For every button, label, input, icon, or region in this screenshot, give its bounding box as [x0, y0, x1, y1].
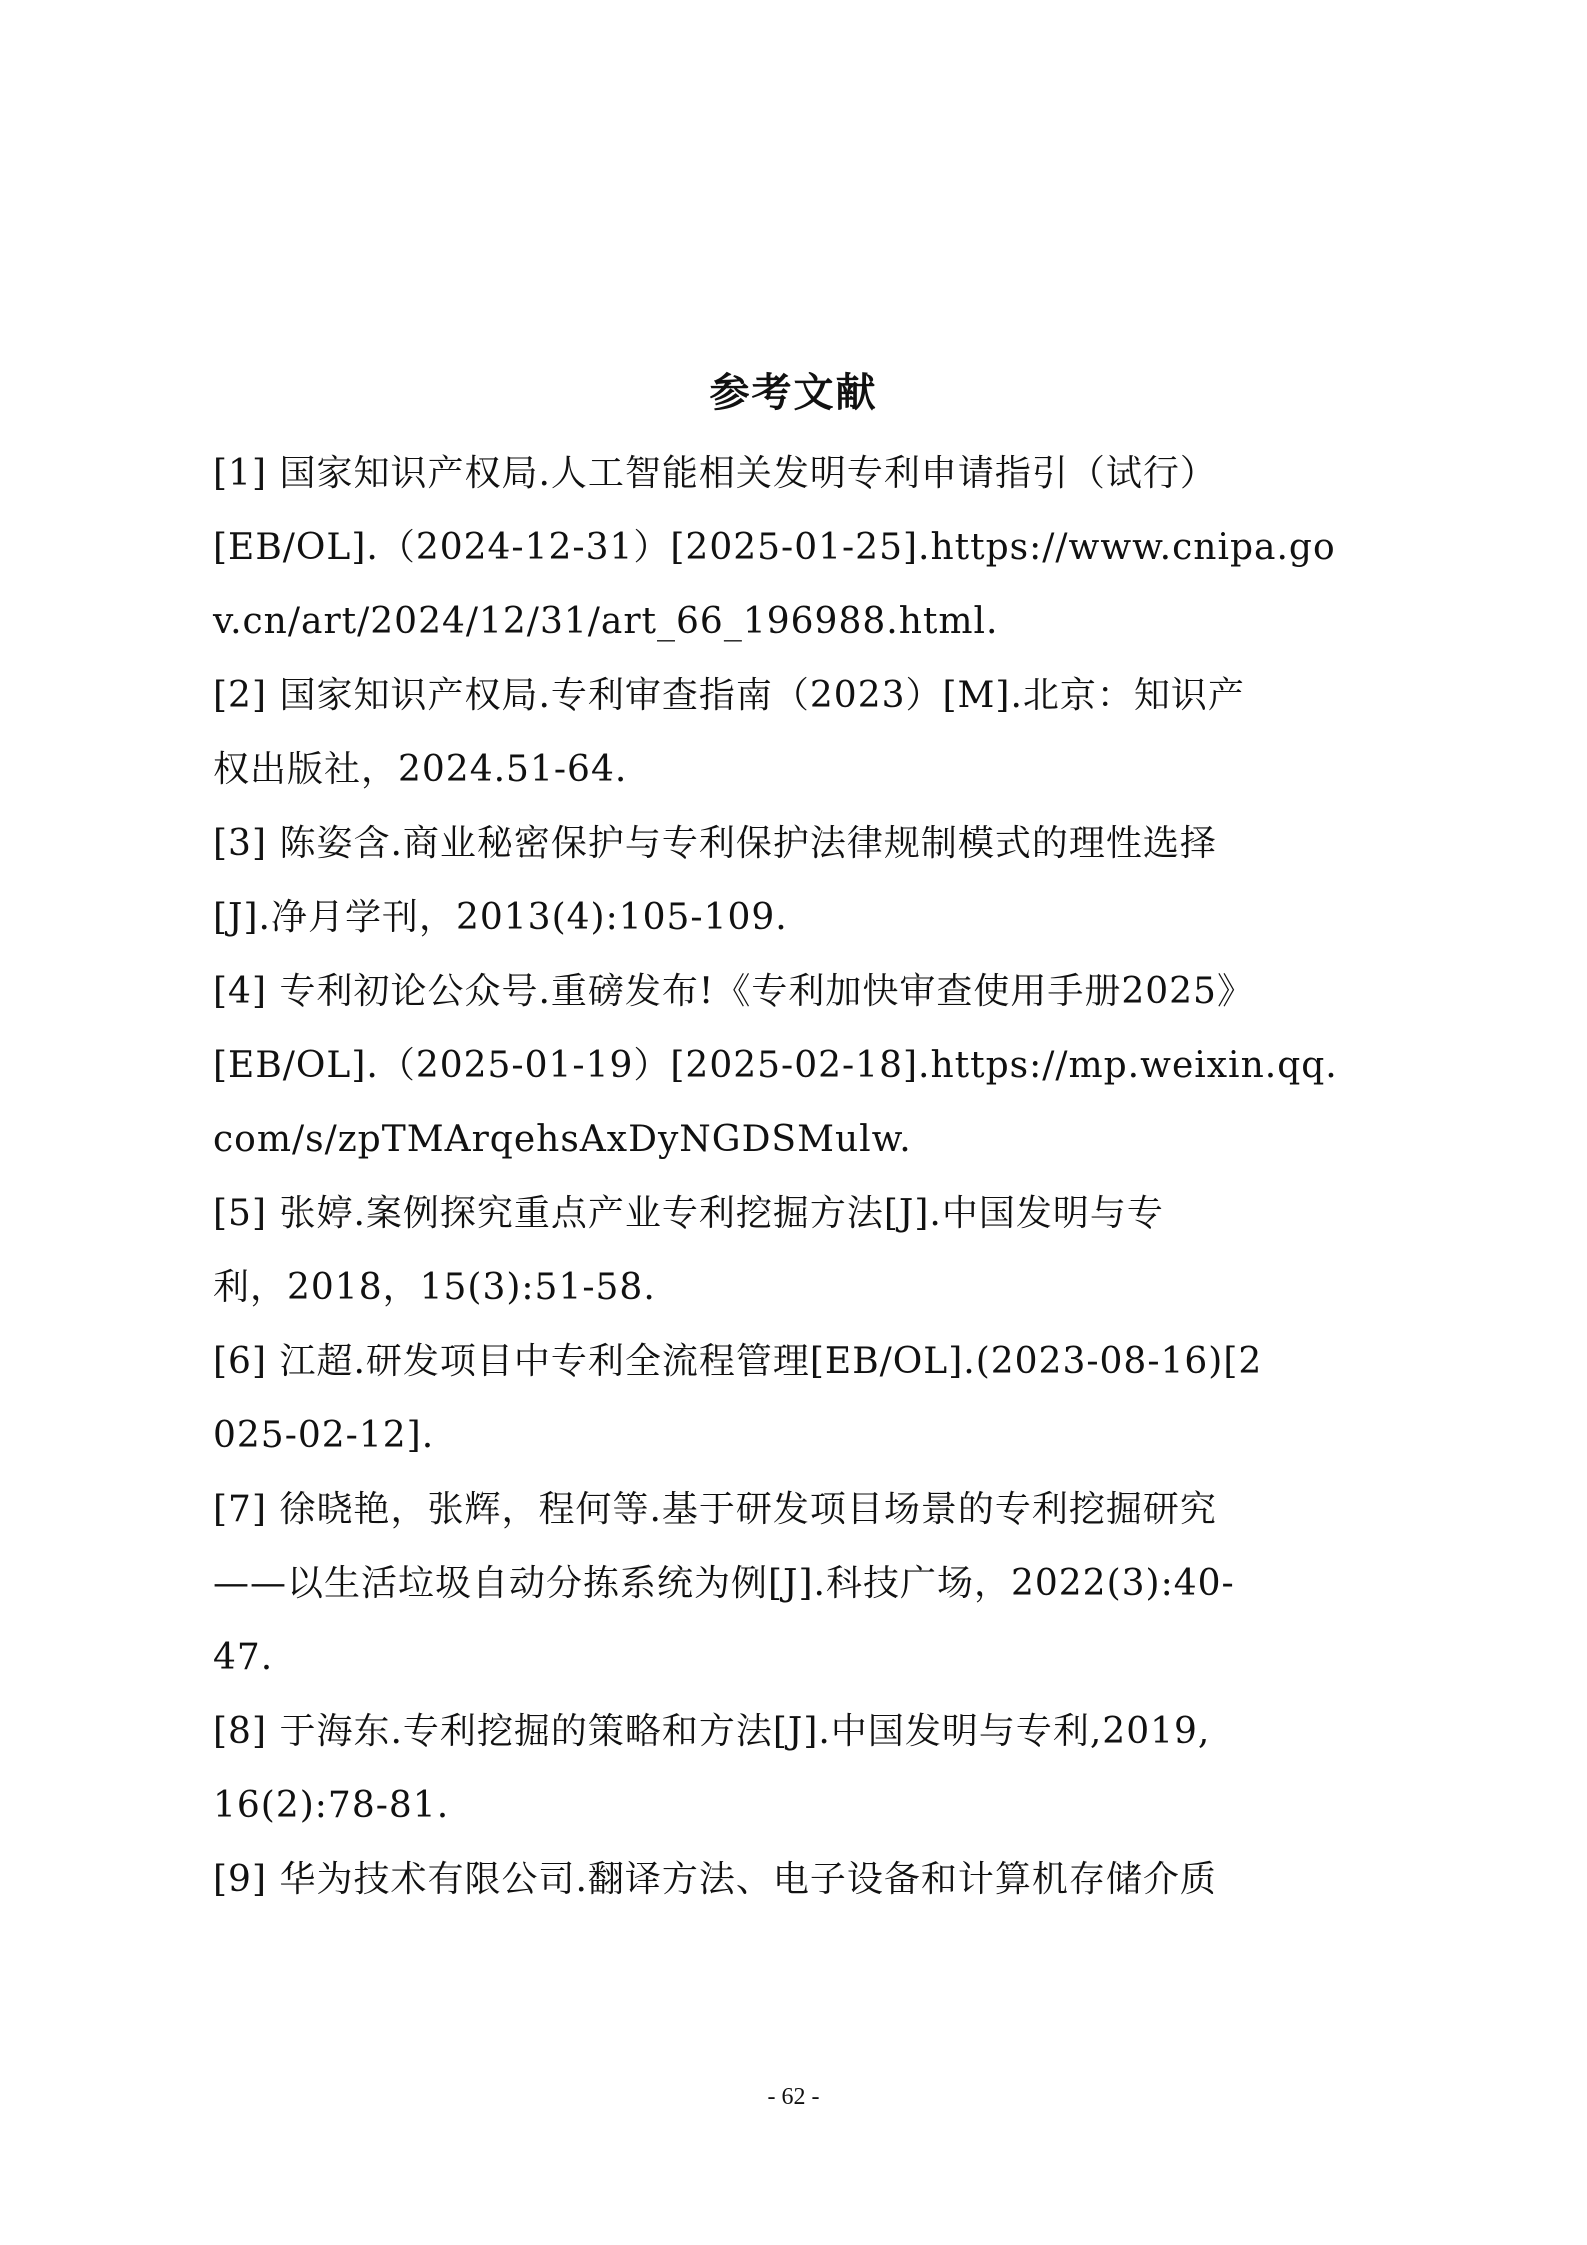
reference-line: [2] 国家知识产权局.专利审查指南（2023）[M].北京：知识产: [213, 675, 1245, 716]
reference-line: 利，2018，15(3):51-58.: [213, 1267, 656, 1308]
reference-item-7: [213, 1473, 1393, 1695]
reference-item-9: [213, 1843, 1393, 1917]
reference-item-3: [213, 807, 1393, 955]
reference-line: [EB/OL].（2025-01-19）[2025-02-18].https://mp.weixin.qq.: [213, 1045, 1338, 1086]
reference-line: com/s/zpTMArqehsAxDyNGDSMulw.: [213, 1119, 912, 1160]
reference-line: [1] 国家知识产权局.人工智能相关发明专利申请指引（试行）: [213, 453, 1217, 494]
reference-line: [8] 于海东.专利挖掘的策略和方法[J].中国发明与专利,2019,: [213, 1711, 1211, 1752]
reference-line: [6] 江超.研发项目中专利全流程管理[EB/OL].(2023-08-16)[2: [213, 1341, 1263, 1382]
reference-line: [5] 张婷.案例探究重点产业专利挖掘方法[J].中国发明与专: [213, 1193, 1164, 1234]
reference-line: [J].净月学刊，2013(4):105-109.: [213, 897, 788, 938]
reference-item-8: [213, 1695, 1393, 1843]
reference-line: [3] 陈姿含.商业秘密保护与专利保护法律规制模式的理性选择: [213, 823, 1217, 864]
reference-line: [7] 徐晓艳，张辉，程何等.基于研发项目场景的专利挖掘研究: [213, 1489, 1217, 1530]
reference-line: ——以生活垃圾自动分拣系统为例[J].科技广场，2022(3):40-: [213, 1563, 1235, 1604]
reference-item-2: [213, 659, 1393, 807]
reference-item-6: [213, 1325, 1393, 1473]
reference-line: 权出版社，2024.51-64.: [213, 749, 628, 790]
reference-line: 16(2):78-81.: [213, 1785, 450, 1826]
reference-line: [EB/OL].（2024-12-31）[2025-01-25].https://www.cnipa.go: [213, 527, 1336, 568]
reference-item-5: [213, 1177, 1393, 1325]
reference-line: [9] 华为技术有限公司.翻译方法、电子设备和计算机存储介质: [213, 1859, 1217, 1900]
reference-list: [213, 437, 1393, 1917]
reference-line: v.cn/art/2024/12/31/art_66_196988.html.: [213, 601, 999, 642]
reference-item-4: [213, 955, 1393, 1177]
page-title: 参考文献: [709, 370, 878, 416]
reference-line: 025-02-12].: [213, 1415, 435, 1456]
reference-line: 47.: [213, 1637, 274, 1678]
page-number: - 62 -: [767, 2084, 820, 2110]
reference-item-1: [213, 437, 1393, 659]
reference-line: [4] 专利初论公众号.重磅发布!《专利加快审查使用手册2025》: [213, 971, 1254, 1012]
